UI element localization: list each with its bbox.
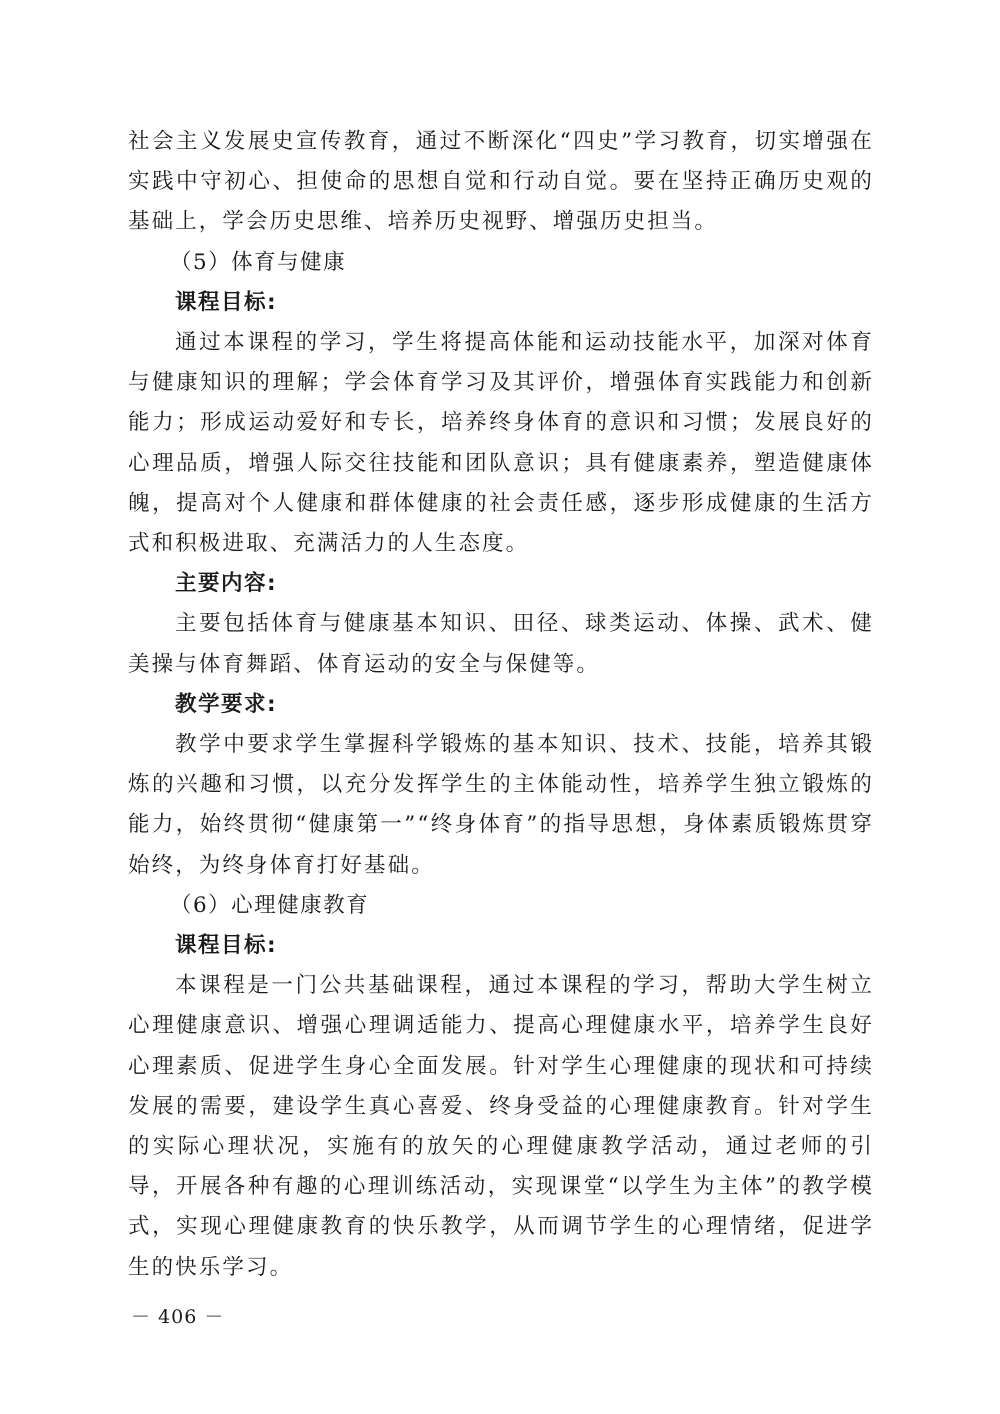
paragraph-pe-content: 主要包括体育与健康基本知识、田径、球类运动、体操、武术、健美操与体育舞蹈、体育运动的安全与保健等。 [128,611,874,677]
paragraph-pe-requirements: 教学中要求学生掌握科学锻炼的基本知识、技术、技能，培养其锻炼的兴趣和习惯，以充分发挥学生的主体能动性，培养学生独立锻炼的能力，始终贯彻“健康第一”“终身体育”的指导思想，身体素质锻炼贯穿始终，为终身体育打好基础。 [128,732,874,878]
heading-teaching-requirements: 教学要求: [175,691,278,717]
paragraph-history-education: 社会主义发展史宣传教育，通过不断深化“四史”学习教育，切实增强在实践中守初心、担使命的思想自觉和行动自觉。要在坚持正确历史观的基础上，学会历史思维、培养历史视野、增强历史担当。 [128,129,874,235]
section-title-pe-health: （5）体育与健康 [170,249,347,275]
heading-course-objectives-mental: 课程目标: [175,933,278,959]
document-body [128,122,874,1288]
heading-main-content: 主要内容: [175,571,278,597]
page-number: － 406 － [131,1306,225,1328]
paragraph-mental-health-objectives: 本课程是一门公共基础课程，通过本课程的学习，帮助大学生树立心理健康意识、增强心理调适能力、提高心理健康水平，培养学生良好心理素质、促进学生身心全面发展。针对学生心理健康的现状和可持续发展的需要，建设学生真心喜爱、终身受益的心理健康教育。针对学生的实际心理状况，实施有的放矢的心理健康教学活动，通过老师的引导，开展各种有趣的心理训练活动，实现课堂“以学生为主体”的教学模式，实现心理健康教育的快乐教学，从而调节学生的心理情绪，促进学生的快乐学习。 [128,973,874,1280]
section-title-mental-health: （6）心理健康教育 [170,892,370,918]
heading-course-objectives-pe: 课程目标: [175,289,278,315]
paragraph-pe-objectives: 通过本课程的学习，学生将提高体能和运动技能水平，加深对体育与健康知识的理解；学会体育学习及其评价，增强体育实践能力和创新能力；形成运动爱好和专长，培养终身体育的意识和习惯；发展良好的心理品质，增强人际交往技能和团队意识；具有健康素养，塑造健康体魄，提高对个人健康和群体健康的社会责任感，逐步形成健康的生活方式和积极进取、充满活力的人生态度。 [128,330,874,557]
